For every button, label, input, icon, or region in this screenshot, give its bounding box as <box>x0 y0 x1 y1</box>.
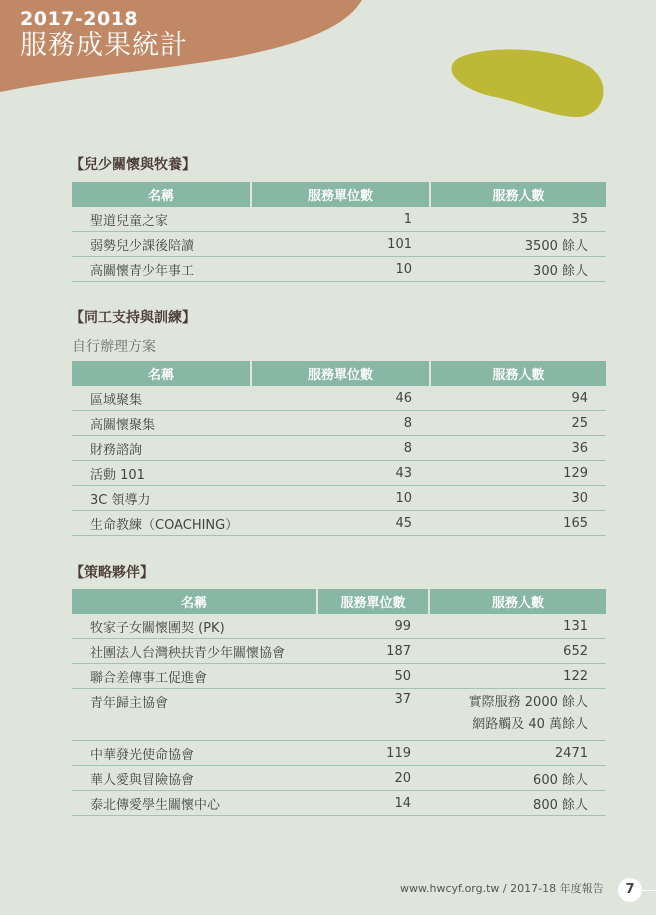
cell-name: 生命教練（COACHING） <box>72 511 251 536</box>
table-row <box>72 766 606 791</box>
table-row <box>72 689 606 741</box>
cell-units: 50 <box>317 664 429 689</box>
cell-units: 37 <box>317 689 429 741</box>
footer-text: www.hwcyf.org.tw / 2017-18 年度報告 <box>400 882 604 895</box>
table-header-row <box>72 589 606 614</box>
col-header-name: 名稱 <box>72 361 251 386</box>
table-row <box>72 436 606 461</box>
cell-people: 2471 <box>429 741 606 766</box>
cell-people: 36 <box>430 436 606 461</box>
cell-units: 10 <box>251 486 430 511</box>
table-row <box>72 664 606 689</box>
cell-people: 800 餘人 <box>429 791 606 816</box>
staff-training-table <box>72 361 606 536</box>
section-subheading: 自行辦理方案 <box>72 339 156 355</box>
cell-name: 財務諮詢 <box>72 436 251 461</box>
col-header-units: 服務單位數 <box>317 589 429 614</box>
table-row <box>72 461 606 486</box>
cell-name: 聯合差傳事工促進會 <box>72 664 317 689</box>
col-header-people: 服務人數 <box>429 589 606 614</box>
cell-name: 社團法人台灣秧扶青少年關懷協會 <box>72 639 317 664</box>
section-strategic-partners <box>72 562 606 816</box>
cell-people: 3500 餘人 <box>430 232 606 257</box>
cell-name: 泰北傳愛學生關懷中心 <box>72 791 317 816</box>
cell-units: 99 <box>317 614 429 639</box>
cell-people: 600 餘人 <box>429 766 606 791</box>
cell-people-line-1: 實際服務 2000 餘人 <box>468 695 588 710</box>
cell-units: 119 <box>317 741 429 766</box>
cell-name: 弱勢兒少課後陪讀 <box>72 232 251 257</box>
table-row <box>72 386 606 411</box>
cell-units: 20 <box>317 766 429 791</box>
table-header-row <box>72 182 606 207</box>
col-header-people: 服務人數 <box>430 361 606 386</box>
cell-people: 165 <box>430 511 606 536</box>
strategic-partners-table <box>72 589 606 816</box>
header-year: 2017-2018 <box>20 8 139 30</box>
col-header-name: 名稱 <box>72 182 251 207</box>
cell-name: 牧家子女關懷團契 (PK) <box>72 614 317 639</box>
cell-people: 35 <box>430 207 606 232</box>
section-staff-training <box>72 307 606 536</box>
cell-units: 14 <box>317 791 429 816</box>
table-row <box>72 207 606 232</box>
cell-people: 94 <box>430 386 606 411</box>
section-heading: 【策略夥伴】 <box>70 565 154 581</box>
section-heading: 【兒少關懷與牧養】 <box>70 157 196 173</box>
col-header-units: 服務單位數 <box>251 182 430 207</box>
table-row <box>72 232 606 257</box>
cell-people: 122 <box>429 664 606 689</box>
cell-units: 187 <box>317 639 429 664</box>
page-number-divider <box>642 890 656 891</box>
cell-people-line-2: 網路觸及 40 萬餘人 <box>472 717 588 732</box>
table-row <box>72 791 606 816</box>
cell-people <box>429 689 606 741</box>
cell-name: 活動 101 <box>72 461 251 486</box>
table-row <box>72 257 606 282</box>
section-heading: 【同工支持與訓練】 <box>70 310 196 326</box>
cell-name: 區域聚集 <box>72 386 251 411</box>
page-title: 服務成果統計 <box>20 30 188 61</box>
cell-name: 青年歸主協會 <box>72 689 317 741</box>
cell-units: 1 <box>251 207 430 232</box>
cell-name: 3C 領導力 <box>72 486 251 511</box>
decorative-blob <box>445 45 605 135</box>
cell-name: 高關懷聚集 <box>72 411 251 436</box>
table-row <box>72 639 606 664</box>
cell-people: 300 餘人 <box>430 257 606 282</box>
cell-name: 中華發光使命協會 <box>72 741 317 766</box>
cell-units: 8 <box>251 436 430 461</box>
cell-name: 聖道兒童之家 <box>72 207 251 232</box>
table-row <box>72 486 606 511</box>
page-number: 7 <box>618 878 642 902</box>
page-header <box>20 8 188 62</box>
table-row <box>72 741 606 766</box>
col-header-people: 服務人數 <box>430 182 606 207</box>
table-row <box>72 511 606 536</box>
col-header-name: 名稱 <box>72 589 317 614</box>
cell-people: 131 <box>429 614 606 639</box>
cell-people: 652 <box>429 639 606 664</box>
cell-units: 46 <box>251 386 430 411</box>
cell-units: 10 <box>251 257 430 282</box>
cell-units: 45 <box>251 511 430 536</box>
section-youth-care <box>72 154 606 282</box>
cell-people: 25 <box>430 411 606 436</box>
cell-units: 43 <box>251 461 430 486</box>
cell-name: 高關懷青少年事工 <box>72 257 251 282</box>
youth-care-table <box>72 182 606 282</box>
table-header-row <box>72 361 606 386</box>
table-row <box>72 411 606 436</box>
cell-name: 華人愛與冒險協會 <box>72 766 317 791</box>
cell-people: 129 <box>430 461 606 486</box>
cell-units: 8 <box>251 411 430 436</box>
cell-units: 101 <box>251 232 430 257</box>
col-header-units: 服務單位數 <box>251 361 430 386</box>
cell-people: 30 <box>430 486 606 511</box>
table-row <box>72 614 606 639</box>
